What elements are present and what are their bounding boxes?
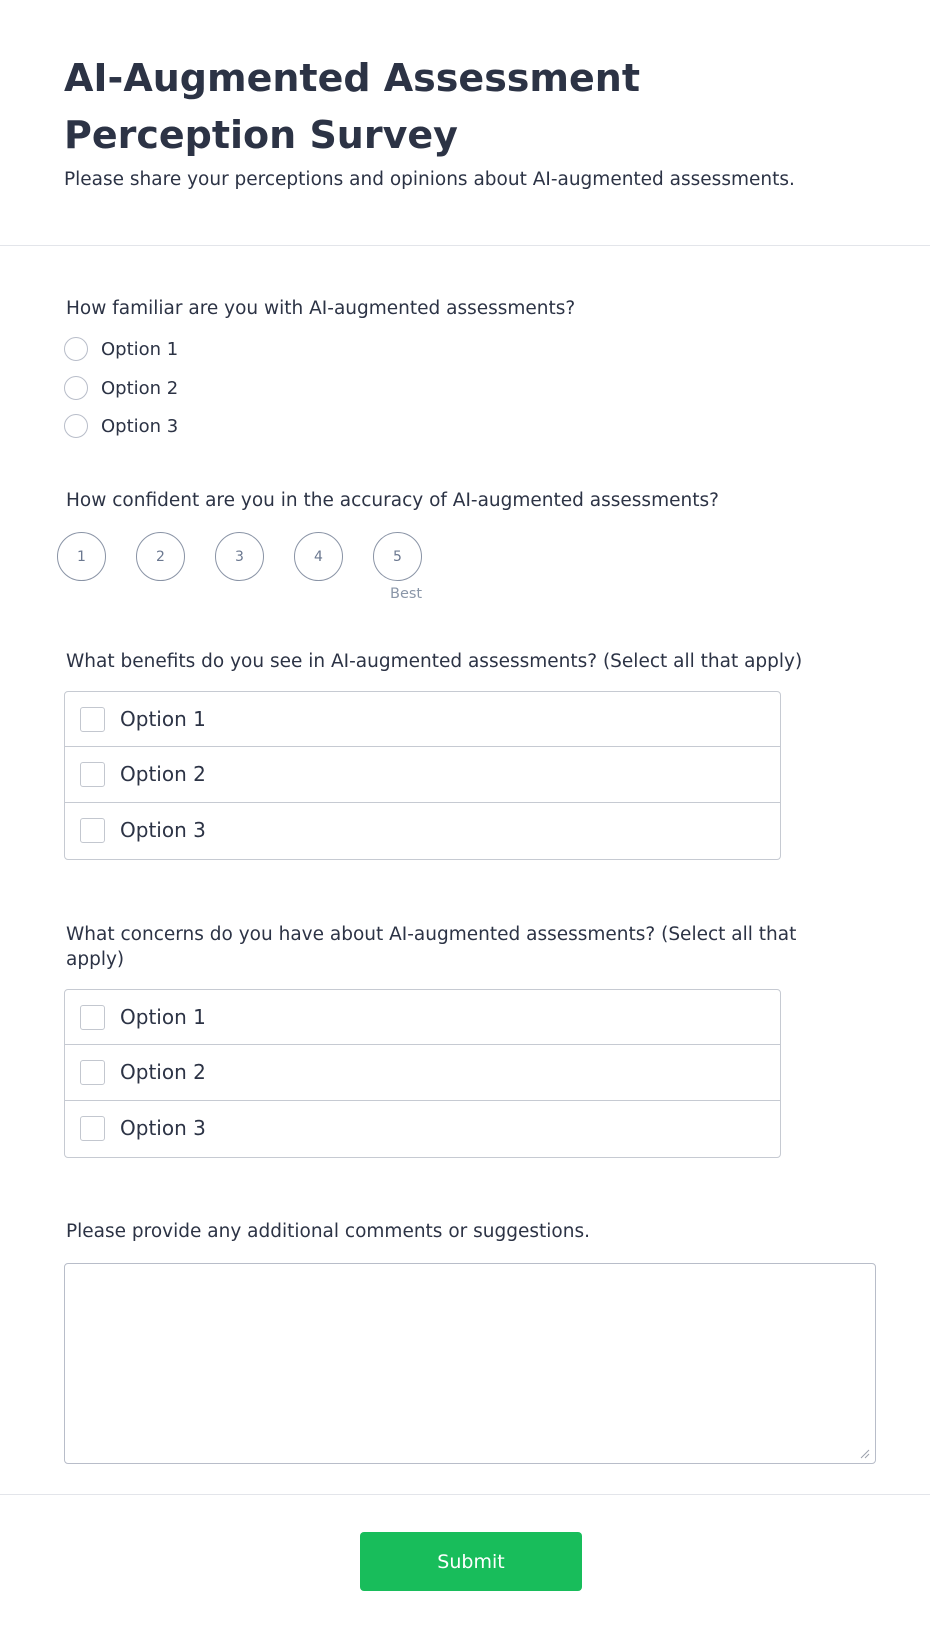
submit-button[interactable]: Submit	[360, 1532, 582, 1591]
scale-option-2[interactable]: 2	[136, 532, 185, 581]
scale-option-4[interactable]: 4	[294, 532, 343, 581]
checkbox[interactable]	[80, 707, 105, 732]
benefits-checkbox-group	[64, 691, 781, 860]
page-title: AI-Augmented Assessment Perception Survey	[64, 56, 641, 157]
radio-button[interactable]	[64, 337, 88, 361]
question-benefits: What benefits do you see in AI-augmented assessments? (Select all that apply)	[66, 651, 803, 672]
checkbox-option-3[interactable]	[65, 803, 780, 858]
question-familiarity: How familiar are you with AI-augmented assessments?	[66, 298, 576, 319]
radio-option-2[interactable]	[64, 374, 178, 402]
radio-option-3[interactable]	[64, 412, 178, 440]
checkbox[interactable]	[80, 818, 105, 843]
radio-button[interactable]	[64, 414, 88, 438]
checkbox[interactable]	[80, 1005, 105, 1030]
question-concerns: What concerns do you have about AI-augmented assessments? (Select all that apply)	[66, 924, 797, 970]
checkbox-option-1[interactable]	[65, 692, 780, 747]
checkbox-label: Option 3	[120, 818, 206, 843]
form-header	[0, 0, 930, 246]
checkbox[interactable]	[80, 762, 105, 787]
radio-option-1[interactable]	[64, 335, 178, 363]
page-subtitle: Please share your perceptions and opinions about AI-augmented assessments.	[64, 169, 795, 190]
scale-best-label: Best	[390, 586, 423, 602]
checkbox-label: Option 2	[120, 1060, 206, 1085]
checkbox-label: Option 1	[120, 707, 206, 732]
checkbox-option-1[interactable]	[65, 990, 780, 1045]
checkbox-label: Option 2	[120, 762, 206, 787]
checkbox[interactable]	[80, 1060, 105, 1085]
footer-divider	[0, 1494, 930, 1495]
radio-label: Option 3	[101, 415, 179, 437]
scale-option-5[interactable]: 5	[373, 532, 422, 581]
checkbox-label: Option 3	[120, 1116, 206, 1141]
question-confidence: How confident are you in the accuracy of AI-augmented assessments?	[66, 490, 719, 511]
question-comments: Please provide any additional comments or suggestions.	[66, 1221, 590, 1242]
checkbox-option-2[interactable]	[65, 747, 780, 802]
radio-button[interactable]	[64, 376, 88, 400]
scale-option-3[interactable]: 3	[215, 532, 264, 581]
checkbox[interactable]	[80, 1116, 105, 1141]
checkbox-label: Option 1	[120, 1005, 206, 1030]
resize-handle-icon[interactable]	[858, 1447, 870, 1459]
radio-label: Option 2	[101, 377, 179, 399]
comments-textarea[interactable]	[64, 1263, 876, 1464]
checkbox-option-3[interactable]	[65, 1101, 780, 1156]
scale-option-1[interactable]: 1	[57, 532, 106, 581]
concerns-checkbox-group	[64, 989, 781, 1158]
checkbox-option-2[interactable]	[65, 1045, 780, 1100]
radio-label: Option 1	[101, 338, 179, 360]
